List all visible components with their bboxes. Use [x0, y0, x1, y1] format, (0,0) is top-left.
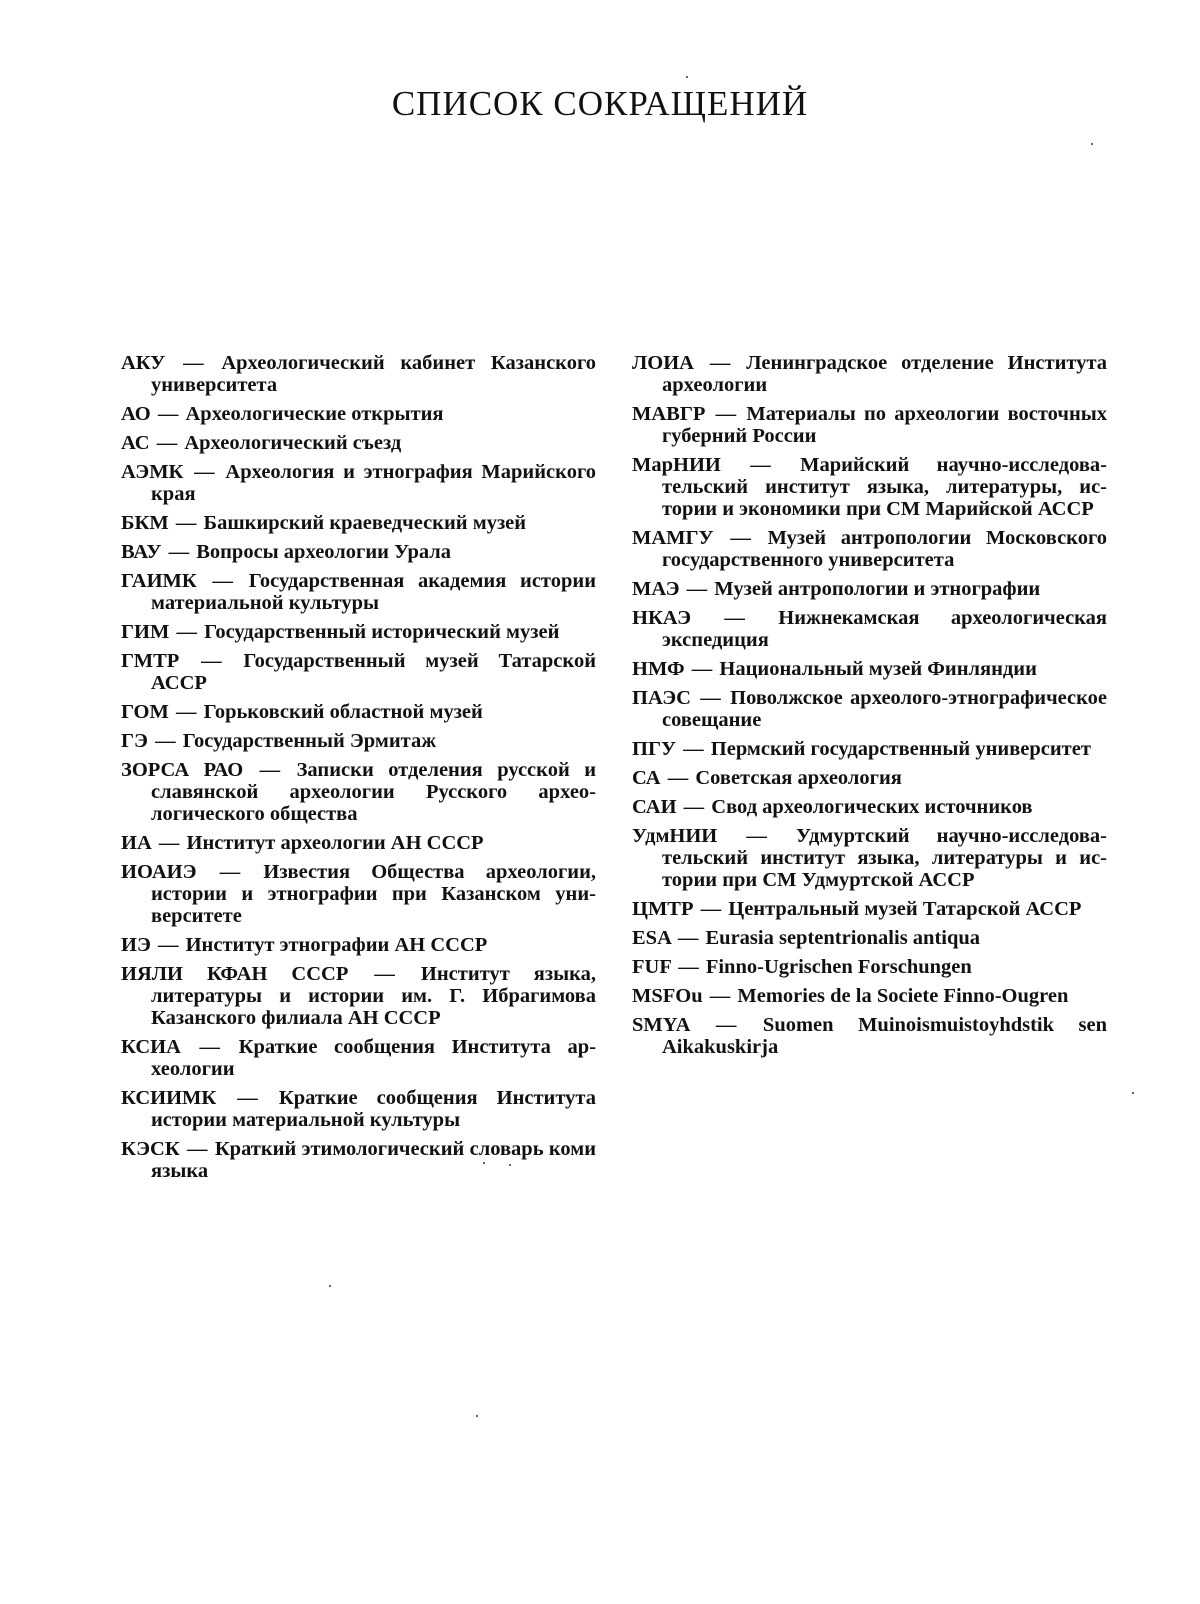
abbreviation-entry — [632, 607, 1107, 651]
abbreviation-definition: Археологические открытия — [185, 403, 444, 425]
abbreviation-dash: — — [158, 832, 180, 854]
abbreviation-dash: — — [219, 861, 241, 883]
abbreviation-definition: Горьковский областной музей — [203, 701, 483, 723]
abbreviation-definition: Ленинградское отделение Института археологии — [662, 352, 1108, 396]
abbreviation-term: ГЭ — [121, 730, 148, 752]
abbreviation-definition: Государственный музей Татарской АССР — [151, 650, 597, 694]
abbreviation-term: УдмНИИ — [632, 825, 718, 847]
abbreviation-term: ИЭ — [121, 934, 151, 956]
abbreviation-term: АС — [121, 432, 150, 454]
abbreviation-term: МАВГР — [632, 403, 706, 425]
abbreviation-dash: — — [700, 898, 722, 920]
abbreviation-entry — [632, 403, 1107, 447]
abbreviation-term: АО — [121, 403, 151, 425]
abbreviation-dash: — — [683, 738, 704, 760]
abbreviation-dash: — — [183, 352, 204, 374]
abbreviation-entry — [632, 352, 1107, 396]
abbreviation-entry — [632, 927, 1107, 949]
abbreviation-entry — [121, 759, 596, 825]
abbreviation-definition: Институт языка, литературы и истории им. Г. Ибрагимова Казанского филиала АН СССР — [151, 963, 597, 1029]
abbreviation-definition: Краткий этимологический словарь коми языка — [151, 1138, 597, 1182]
scan-speck — [509, 1164, 511, 1166]
abbreviation-dash: — — [201, 650, 222, 672]
abbreviation-definition: Удмуртский научно-исследовательский институт языка, литературы и истории при СМ Удмуртской АССР — [662, 825, 1107, 891]
abbreviation-entry — [632, 985, 1107, 1007]
abbreviation-entry — [121, 570, 596, 614]
abbreviation-dash: — — [715, 403, 737, 425]
abbreviation-entry — [121, 512, 596, 534]
abbreviation-entry — [121, 1036, 596, 1080]
abbreviation-term: ПГУ — [632, 738, 677, 760]
abbreviation-dash: — — [175, 701, 197, 723]
abbreviation-term: SMYA — [632, 1014, 690, 1036]
abbreviation-dash: — — [724, 607, 745, 629]
abbreviation-term: МарНИИ — [632, 454, 721, 476]
abbreviation-definition: Нижнекамская археологическая экспедиция — [662, 607, 1108, 651]
abbreviation-definition: Записки отделения русской и славянской археологии Русского археологического общества — [151, 759, 597, 825]
abbreviation-dash: — — [176, 621, 197, 643]
abbreviation-dash: — — [168, 541, 190, 563]
abbreviation-definition: Советская археология — [695, 767, 902, 789]
abbreviation-definition: Музей антропологии Московского государственного университета — [662, 527, 1108, 571]
scan-speck — [483, 1162, 485, 1164]
abbreviation-entry — [121, 352, 596, 396]
abbreviation-entry — [121, 1138, 596, 1182]
abbreviation-term: АКУ — [121, 352, 166, 374]
abbreviation-term: АЭМК — [121, 461, 184, 483]
abbreviation-entry — [632, 825, 1107, 891]
abbreviation-term: КСИИМК — [121, 1087, 217, 1109]
scan-speck — [1132, 1092, 1134, 1094]
abbreviation-term: ГИМ — [121, 621, 170, 643]
abbreviation-entry — [121, 934, 596, 956]
abbreviation-dash: — — [746, 825, 767, 847]
abbreviation-dash: — — [175, 512, 197, 534]
abbreviation-definition: Башкирский краеведческий музей — [203, 512, 527, 534]
abbreviation-entry — [121, 650, 596, 694]
abbreviation-term: СА — [632, 767, 661, 789]
abbreviation-dash: — — [667, 767, 689, 789]
abbreviation-entry — [632, 796, 1107, 818]
abbreviation-definition: Музей антропологии и этнографии — [714, 578, 1041, 600]
abbreviation-term: ИОАИЭ — [121, 861, 197, 883]
abbreviation-dash: — — [374, 963, 395, 985]
abbreviation-term: ГМТР — [121, 650, 180, 672]
abbreviation-term: НМФ — [632, 658, 685, 680]
abbreviation-entry — [121, 832, 596, 854]
abbreviation-definition: Краткие сообщения Института археологии — [151, 1036, 597, 1080]
abbreviation-dash: — — [157, 934, 179, 956]
abbreviation-term: ЛОИА — [632, 352, 694, 374]
abbreviation-dash: — — [237, 1087, 258, 1109]
abbreviations-column-left — [121, 352, 596, 1189]
abbreviation-entry — [121, 730, 596, 752]
abbreviation-dash: — — [683, 796, 705, 818]
abbreviation-dash: — — [187, 1138, 208, 1160]
abbreviation-term: САИ — [632, 796, 677, 818]
abbreviation-definition: Институт этнографии АН СССР — [185, 934, 488, 956]
abbreviation-entry — [632, 956, 1107, 978]
abbreviation-definition: Memories de la Societe Finno-Ougren — [737, 985, 1069, 1007]
abbreviation-entry — [121, 701, 596, 723]
abbreviation-definition: Свод археологических источников — [711, 796, 1033, 818]
abbreviation-entry — [121, 861, 596, 927]
abbreviation-term: КСИА — [121, 1036, 181, 1058]
abbreviation-term: ГАИМК — [121, 570, 197, 592]
abbreviation-dash: — — [691, 658, 713, 680]
abbreviation-definition: Краткие сообщения Института истории материальной культуры — [151, 1087, 596, 1131]
abbreviation-definition: Вопросы археологии Урала — [196, 541, 452, 563]
abbreviation-dash: — — [678, 956, 699, 978]
abbreviation-term: ГОМ — [121, 701, 169, 723]
abbreviation-entry — [632, 767, 1107, 789]
abbreviation-dash: — — [709, 352, 731, 374]
abbreviation-entry — [121, 541, 596, 563]
abbreviation-dash: — — [750, 454, 771, 476]
abbreviation-dash: — — [194, 461, 215, 483]
abbreviation-entry — [121, 1087, 596, 1131]
abbreviation-term: ИА — [121, 832, 152, 854]
scan-speck — [476, 1415, 478, 1417]
abbreviation-term: КЭСК — [121, 1138, 180, 1160]
abbreviation-definition: Институт археологии АН СССР — [186, 832, 484, 854]
abbreviation-dash: — — [730, 527, 751, 549]
abbreviation-dash: — — [259, 759, 281, 781]
abbreviation-entry — [632, 898, 1107, 920]
abbreviation-definition: Государственный Эрмитаж — [182, 730, 437, 752]
abbreviation-definition: Национальный музей Финляндии — [719, 658, 1037, 680]
abbreviation-definition: Материалы по археологии восточных губерний России — [662, 403, 1108, 447]
abbreviation-entry — [632, 738, 1107, 760]
abbreviation-entry — [121, 461, 596, 505]
abbreviation-entry — [632, 1014, 1107, 1058]
abbreviation-term: МАМГУ — [632, 527, 714, 549]
abbreviation-term: МАЭ — [632, 578, 680, 600]
abbreviation-dash: — — [155, 730, 176, 752]
abbreviation-definition: Археологический кабинет Казанского университета — [151, 352, 597, 396]
abbreviations-column-right — [632, 352, 1107, 1065]
abbreviation-entry — [632, 687, 1107, 731]
abbreviation-term: НКАЭ — [632, 607, 692, 629]
abbreviation-definition: Археология и этнография Марийского края — [151, 461, 596, 505]
abbreviation-term: ПАЭС — [632, 687, 691, 709]
abbreviation-dash: — — [686, 578, 708, 600]
abbreviation-definition: Центральный музей Татарской АССР — [728, 898, 1082, 920]
abbreviation-term: ВАУ — [121, 541, 162, 563]
abbreviation-entry — [121, 621, 596, 643]
scan-speck — [686, 76, 688, 78]
abbreviation-definition: Археологический съезд — [184, 432, 402, 454]
abbreviation-dash: — — [700, 687, 721, 709]
abbreviation-dash: — — [212, 570, 233, 592]
abbreviation-definition: Известия Общества археологии, истории и этнографии при Казанском университете — [151, 861, 597, 927]
abbreviation-definition: Поволжское археолого-этнографическое совещание — [662, 687, 1107, 731]
abbreviation-entry — [632, 658, 1107, 680]
scan-speck — [1091, 143, 1093, 145]
abbreviation-entry — [121, 963, 596, 1029]
abbreviation-dash: — — [677, 927, 699, 949]
page-title: СПИСОК СОКРАЩЕНИЙ — [391, 84, 809, 123]
abbreviation-definition: Государственная академия истории материальной культуры — [151, 570, 597, 614]
abbreviation-definition: Suomen Muinoismuistoyhdstik sen Aikakuskirja — [662, 1014, 1108, 1058]
abbreviation-definition: Finno-Ugrischen Forschungen — [705, 956, 972, 978]
abbreviation-term: ИЯЛИ КФАН СССР — [121, 963, 349, 985]
abbreviation-dash: — — [199, 1036, 221, 1058]
abbreviation-term: ЦМТР — [632, 898, 694, 920]
abbreviation-term: БКМ — [121, 512, 169, 534]
scan-speck — [329, 1285, 331, 1287]
abbreviation-term: MSFOu — [632, 985, 703, 1007]
abbreviation-term: ЗОРСА РАО — [121, 759, 244, 781]
abbreviation-dash: — — [715, 1014, 737, 1036]
abbreviation-definition: Марийский научно-исследовательский институт языка, литературы, истории и экономики при СМ Марийской АССР — [662, 454, 1107, 520]
abbreviation-definition: Пермский государственный университет — [710, 738, 1091, 760]
abbreviation-dash: — — [157, 403, 179, 425]
abbreviation-term: ESA — [632, 927, 671, 949]
abbreviation-entry — [121, 432, 596, 454]
abbreviation-entry — [632, 527, 1107, 571]
abbreviation-definition: Государственный исторический музей — [204, 621, 560, 643]
abbreviation-term: FUF — [632, 956, 672, 978]
abbreviation-entry — [632, 454, 1107, 520]
abbreviation-definition: Eurasia septentrionalis antiqua — [705, 927, 981, 949]
abbreviation-dash: — — [156, 432, 178, 454]
abbreviation-dash: — — [709, 985, 731, 1007]
abbreviation-entry — [121, 403, 596, 425]
abbreviation-entry — [632, 578, 1107, 600]
